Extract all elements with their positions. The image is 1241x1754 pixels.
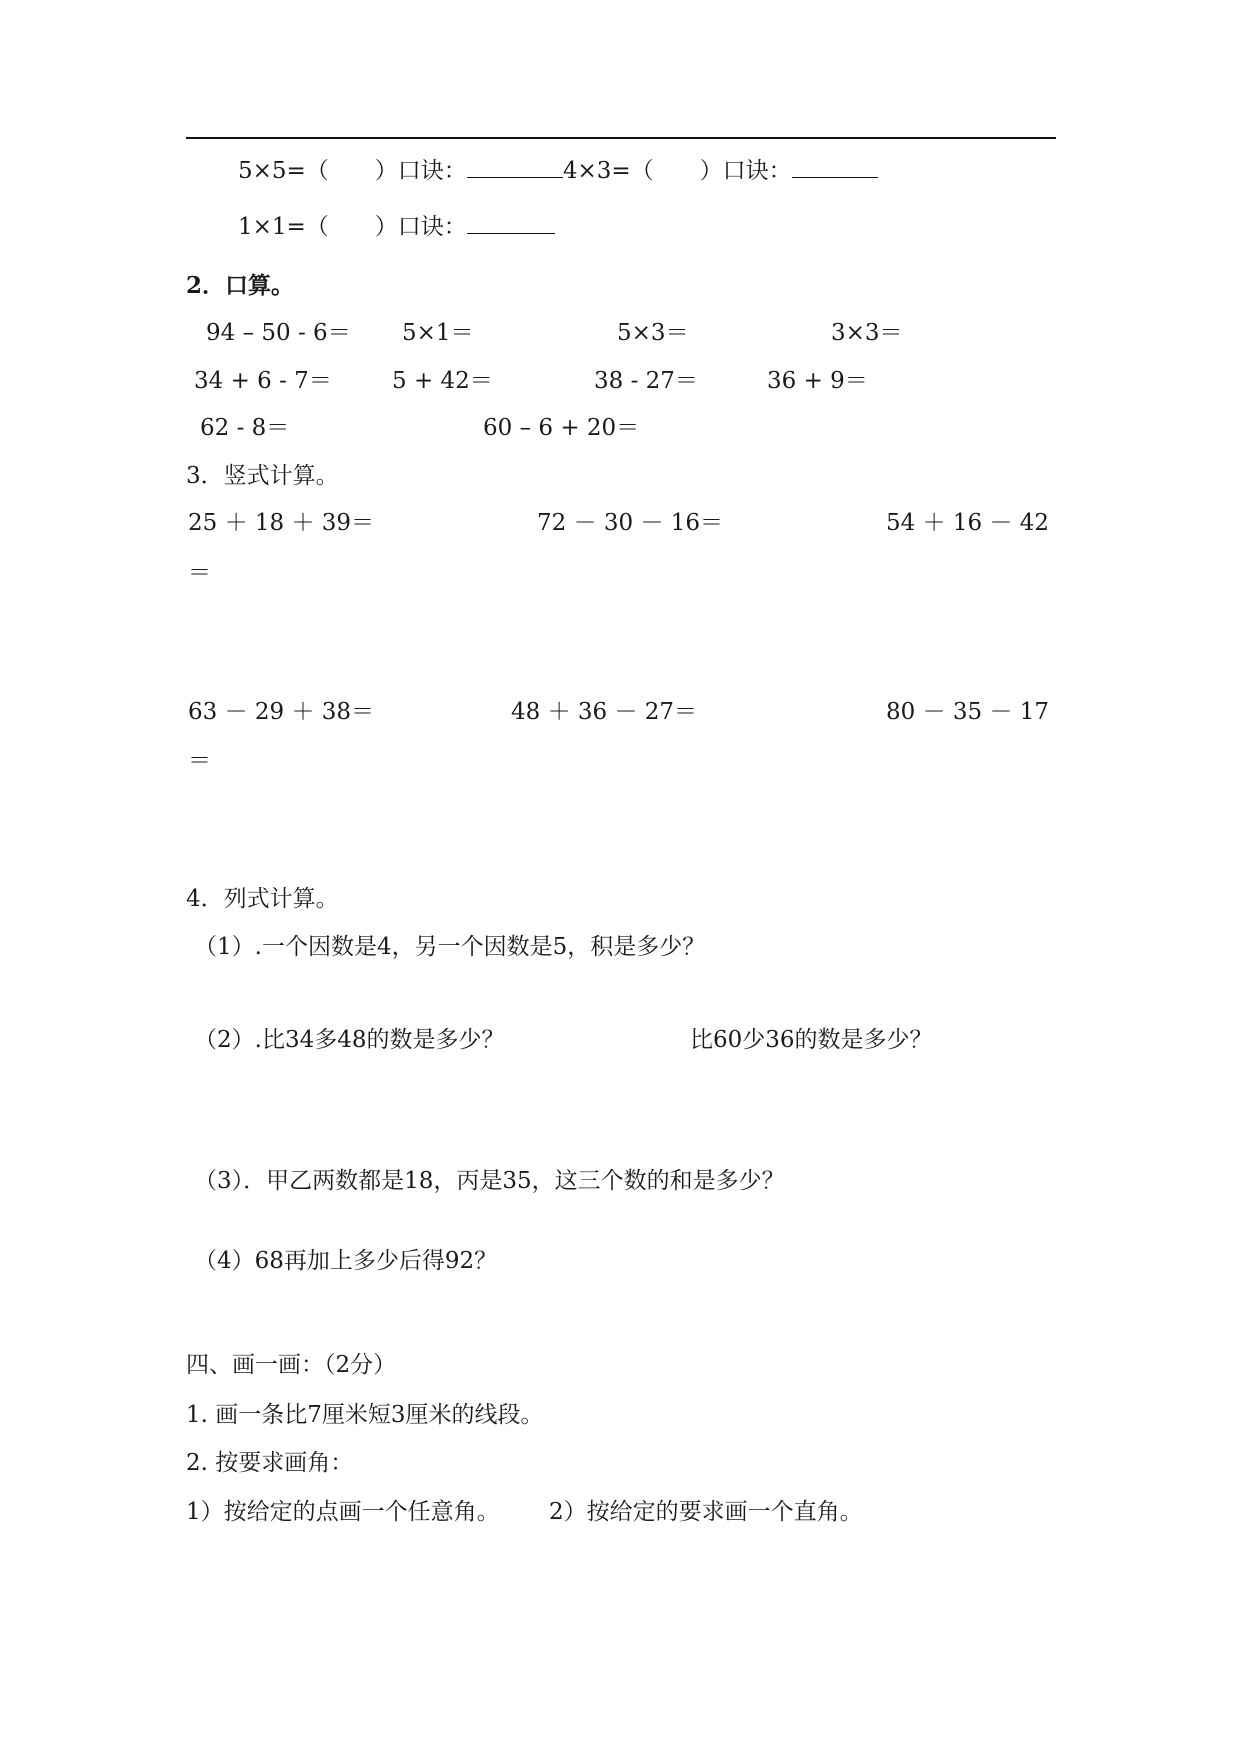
oral-item: 36 + 9＝ bbox=[767, 368, 868, 394]
section-2-heading: 2．口算。 bbox=[186, 272, 295, 299]
formula-q2b: 比60少36的数是多少？ bbox=[690, 1027, 933, 1053]
formula-q1: （1）.一个因数是4，另一个因数是5，积是多少？ bbox=[194, 934, 706, 960]
formula-q2a: （2）.比34多48的数是多少？ bbox=[194, 1027, 505, 1053]
oral-item: 62 - 8＝ bbox=[200, 415, 290, 441]
section-3-heading: 3．竖式计算。 bbox=[186, 463, 339, 489]
vertical-item: 54 ＋ 16 － 42 bbox=[886, 510, 1050, 536]
answer-line[interactable] bbox=[467, 211, 555, 234]
section-4-heading: 4．列式计算。 bbox=[186, 886, 339, 912]
drawing-item-3b: 2）按给定的要求画一个直角。 bbox=[549, 1499, 863, 1525]
mult-row-2 bbox=[238, 211, 555, 242]
vertical-item-tail: ＝ bbox=[188, 748, 211, 774]
mult-1x1: 1×1=（ ）口诀： bbox=[238, 214, 467, 240]
oral-item: 3×3＝ bbox=[831, 320, 903, 346]
oral-item: 5×3＝ bbox=[617, 320, 689, 346]
vertical-item: 63 － 29 ＋ 38＝ bbox=[188, 699, 375, 725]
drawing-item-3a: 1）按给定的点画一个任意角。 bbox=[186, 1499, 500, 1525]
mult-row-1 bbox=[238, 155, 878, 186]
formula-q4: （4）68再加上多少后得92？ bbox=[194, 1248, 498, 1274]
oral-item: 5 + 42＝ bbox=[392, 368, 493, 394]
mult-5x5: 5×5=（ ）口诀： bbox=[238, 158, 467, 184]
vertical-item: 80 － 35 － 17 bbox=[886, 699, 1050, 725]
answer-line[interactable] bbox=[467, 155, 563, 178]
vertical-item-tail: ＝ bbox=[188, 560, 211, 586]
vertical-item: 72 － 30 － 16＝ bbox=[537, 510, 724, 536]
answer-line[interactable] bbox=[792, 155, 878, 178]
oral-item: 94 – 50 - 6＝ bbox=[206, 320, 351, 346]
drawing-heading: 四、画一画：（2分） bbox=[186, 1352, 397, 1378]
mult-4x3: 4×3=（ ）口诀： bbox=[562, 158, 792, 184]
vertical-item: 25 ＋ 18 ＋ 39＝ bbox=[188, 510, 375, 536]
header-rule bbox=[186, 137, 1056, 139]
oral-item: 38 - 27＝ bbox=[594, 368, 698, 394]
formula-q3: （3）．甲乙两数都是18，丙是35，这三个数的和是多少？ bbox=[194, 1168, 785, 1194]
drawing-item-1: 1. 画一条比7厘米短3厘米的线段。 bbox=[186, 1402, 544, 1428]
oral-item: 60 – 6 + 20＝ bbox=[483, 415, 640, 441]
drawing-item-2: 2. 按要求画角： bbox=[186, 1450, 354, 1476]
oral-item: 5×1＝ bbox=[402, 320, 474, 346]
oral-item: 34 + 6 - 7＝ bbox=[194, 368, 332, 394]
vertical-item: 48 ＋ 36 － 27＝ bbox=[511, 699, 698, 725]
